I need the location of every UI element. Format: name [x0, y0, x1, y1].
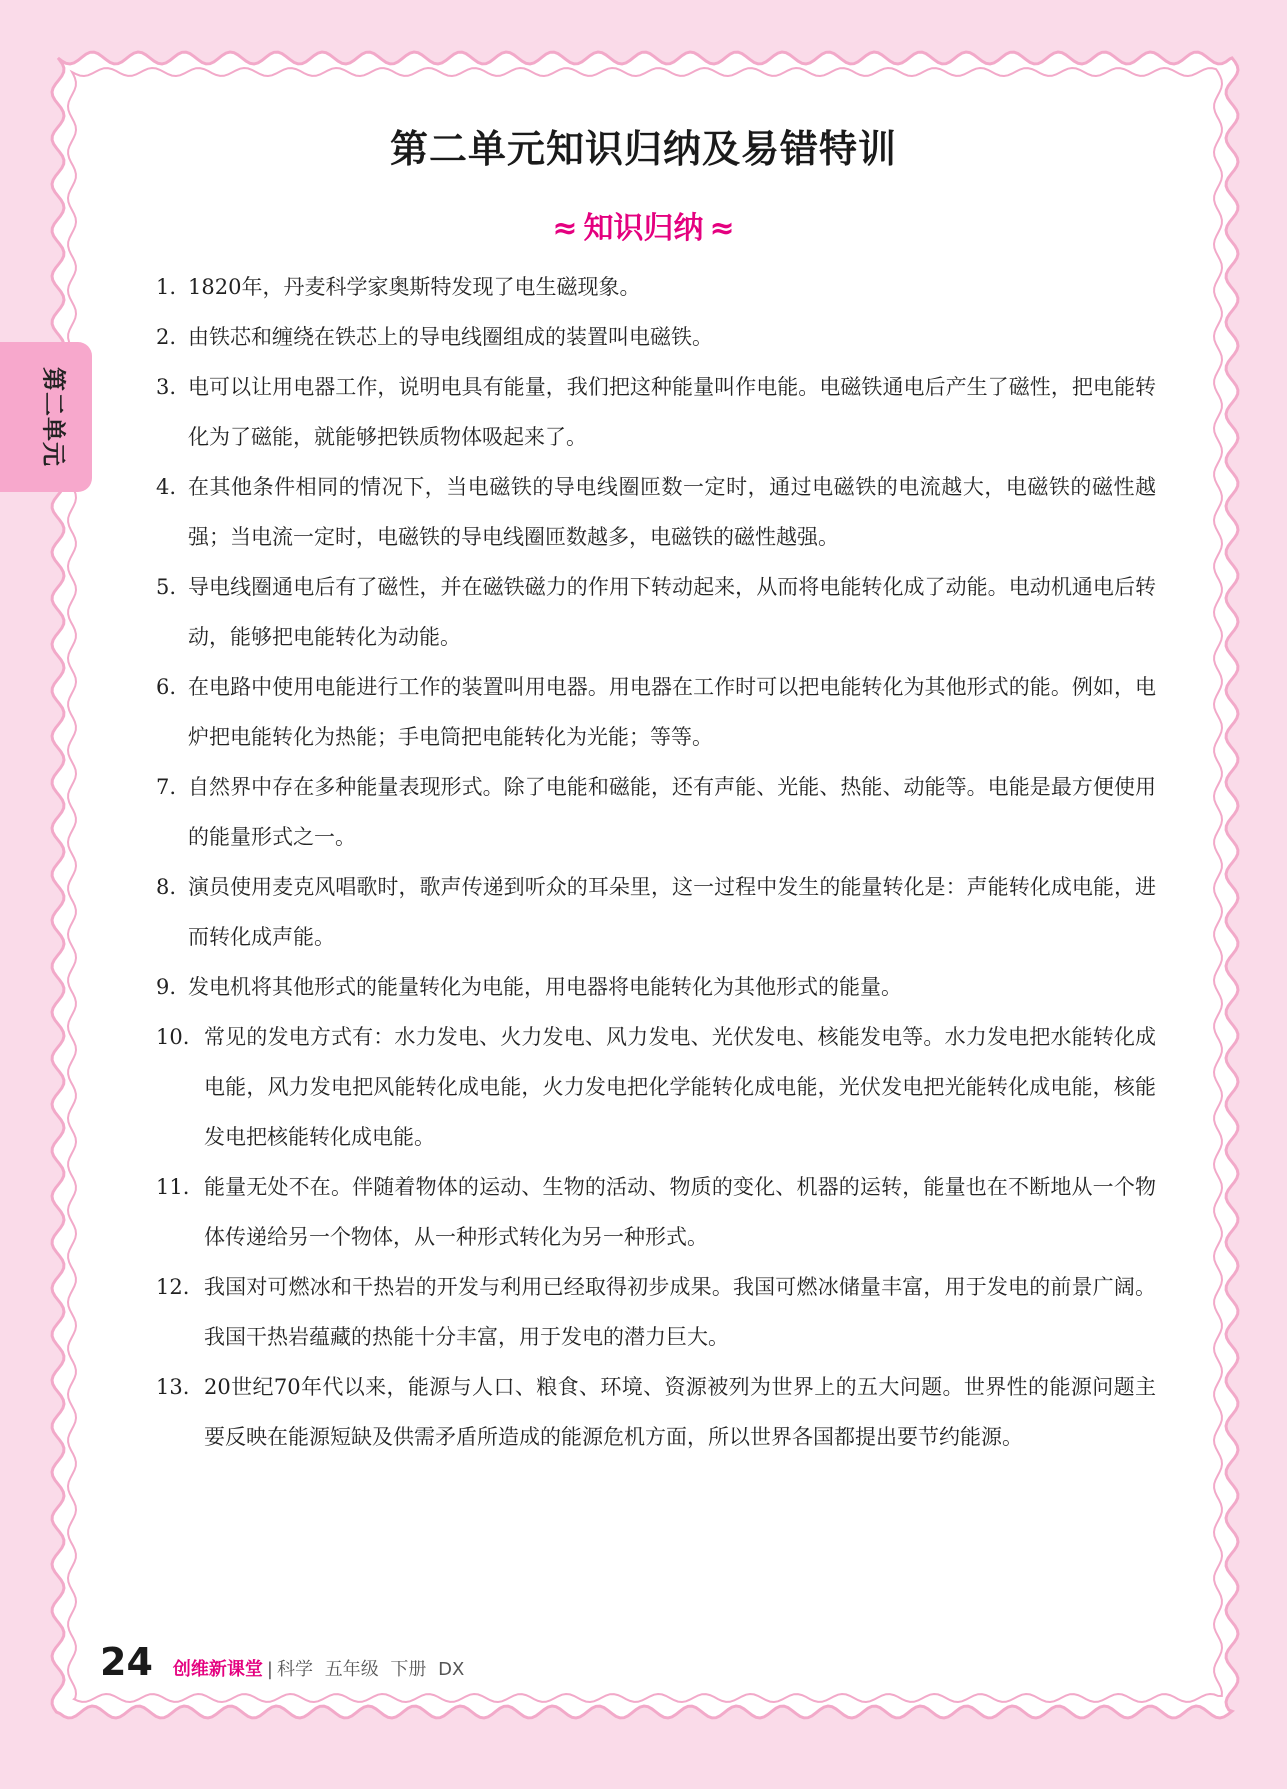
item-number: 7.	[156, 775, 177, 799]
item-text: 发电机将其他形式的能量转化为电能，用电器将电能转化为其他形式的能量。	[188, 975, 902, 999]
item-text: 在其他条件相同的情况下，当电磁铁的导电线圈匝数一定时，通过电磁铁的电流越大，电磁铁的磁性越强；当电流一定时，电磁铁的导电线圈匝数越多，电磁铁的磁性越强。	[188, 475, 1156, 549]
page-number: 24	[100, 1640, 153, 1684]
knowledge-list	[156, 262, 1156, 1462]
list-item	[156, 312, 1156, 362]
item-text: 导电线圈通电后有了磁性，并在磁铁磁力的作用下转动起来，从而将电能转化成了动能。电动机通电后转动，能够把电能转化为动能。	[188, 575, 1156, 649]
item-number: 13.	[156, 1375, 190, 1399]
list-item	[156, 262, 1156, 312]
item-text: 自然界中存在多种能量表现形式。除了电能和磁能，还有声能、光能、热能、动能等。电能是最方便使用的能量形式之一。	[188, 775, 1156, 849]
item-number: 8.	[156, 875, 177, 899]
item-number: 4.	[156, 475, 177, 499]
item-text: 1820年，丹麦科学家奥斯特发现了电生磁现象。	[188, 275, 641, 299]
list-item	[156, 562, 1156, 662]
item-number: 6.	[156, 675, 177, 699]
page-footer	[100, 1640, 464, 1684]
item-text: 常见的发电方式有：水力发电、火力发电、风力发电、光伏发电、核能发电等。水力发电把水能转化成电能，风力发电把风能转化成电能，火力发电把化学能转化成电能，光伏发电把光能转化成电能，核能发电把核能转化成电能。	[204, 1025, 1156, 1149]
footer-book-info: 科学 五年级 下册 DX	[276, 1659, 465, 1680]
unit-side-tab-label: 第二单元	[39, 367, 68, 467]
section-heading-label: 知识归纳	[583, 211, 704, 246]
list-item	[156, 962, 1156, 1012]
item-number: 3.	[156, 375, 177, 399]
page-title: 第二单元知识归纳及易错特训	[389, 127, 897, 171]
item-number: 11.	[156, 1175, 190, 1199]
list-item	[156, 762, 1156, 862]
list-item	[156, 1362, 1156, 1462]
item-number: 9.	[156, 975, 177, 999]
item-number: 5.	[156, 575, 177, 599]
item-text: 电可以让用电器工作，说明电具有能量，我们把这种能量叫作电能。电磁铁通电后产生了磁性，把电能转化为了磁能，就能够把铁质物体吸起来了。	[188, 375, 1156, 449]
list-item	[156, 1012, 1156, 1162]
item-text: 能量无处不在。伴随着物体的运动、生物的活动、物质的变化、机器的运转，能量也在不断地从一个物体传递给另一个物体，从一种形式转化为另一种形式。	[204, 1175, 1156, 1249]
wave-right-icon: ≈	[709, 211, 735, 246]
list-item	[156, 862, 1156, 962]
list-item	[156, 662, 1156, 762]
item-text: 在电路中使用电能进行工作的装置叫用电器。用电器在工作时可以把电能转化为其他形式的能。例如，电炉把电能转化为热能；手电筒把电能转化为光能；等等。	[188, 675, 1156, 749]
section-heading	[0, 203, 1287, 247]
wave-left-icon: ≈	[552, 211, 578, 246]
list-item	[156, 1162, 1156, 1262]
item-text: 演员使用麦克风唱歌时，歌声传递到听众的耳朵里，这一过程中发生的能量转化是：声能转化成电能，进而转化成声能。	[188, 875, 1156, 949]
item-number: 2.	[156, 325, 177, 349]
item-number: 12.	[156, 1275, 190, 1299]
footer-brand: 创维新课堂	[172, 1659, 263, 1680]
item-text: 20世纪70年代以来，能源与人口、粮食、环境、资源被列为世界上的五大问题。世界性的能源问题主要反映在能源短缺及供需矛盾所造成的能源危机方面，所以世界各国都提出要节约能源。	[204, 1375, 1156, 1449]
item-number: 10.	[156, 1025, 190, 1049]
footer-separator: |	[266, 1659, 273, 1680]
item-text: 我国对可燃冰和干热岩的开发与利用已经取得初步成果。我国可燃冰储量丰富，用于发电的前景广阔。我国干热岩蕴藏的热能十分丰富，用于发电的潜力巨大。	[204, 1275, 1156, 1349]
list-item	[156, 462, 1156, 562]
item-text: 由铁芯和缠绕在铁芯上的导电线圈组成的装置叫电磁铁。	[188, 325, 713, 349]
list-item	[156, 1262, 1156, 1362]
item-number: 1.	[156, 275, 177, 299]
list-item	[156, 362, 1156, 462]
